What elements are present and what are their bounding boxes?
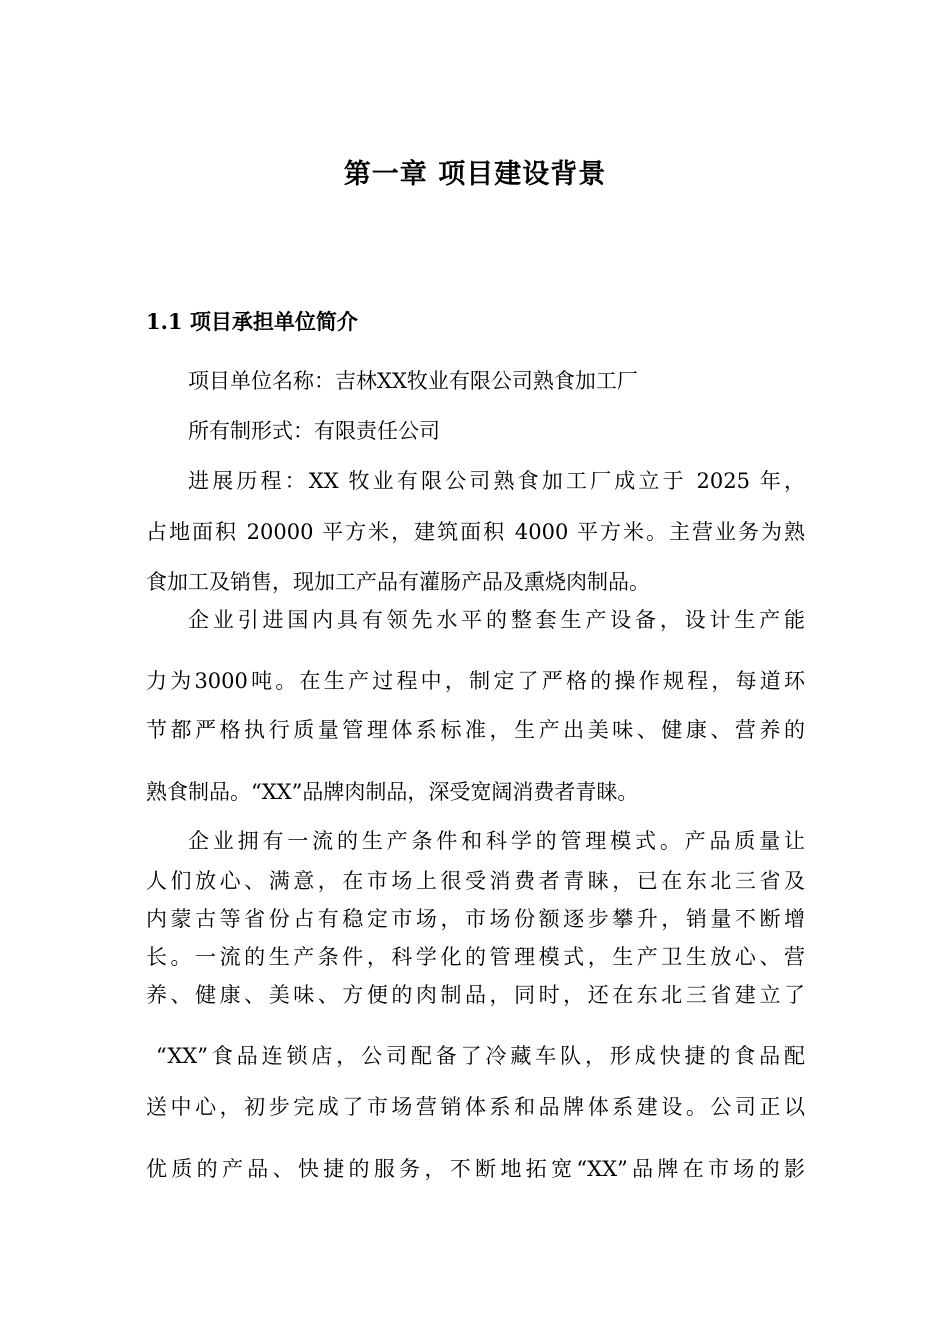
paragraph-line: 人们放心、满意，在市场上很受消费者青睐，已在东北三省及 xyxy=(146,869,805,893)
paragraph-line: 熟食制品。“XX”品牌肉制品，深受宽阔消费者青睐。 xyxy=(146,780,639,804)
paragraph-line: 占地面积 20000 平方米，建筑面积 4000 平方米。主营业务为熟 xyxy=(146,520,805,544)
paragraph-line: 力为3000吨。在生产过程中，制定了严格的操作规程，每道环 xyxy=(146,669,805,693)
paragraph-line: 进展历程：XX 牧业有限公司熟食加工厂成立于 2025 年， xyxy=(188,469,805,493)
paragraph-line: 养、健康、美味、方便的肉制品，同时，还在东北三省建立了 xyxy=(146,983,805,1007)
paragraph-line: 优质的产品、快捷的服务，不断地拓宽“XX”品牌在市场的影 xyxy=(146,1157,805,1181)
paragraph-line: 长。一流的生产条件，科学化的管理模式，生产卫生放心、营 xyxy=(146,945,805,969)
section-heading: 1.1 项目承担单位简介 xyxy=(146,309,358,334)
paragraph-line: 内蒙古等省份占有稳定市场，市场份额逐步攀升，销量不断增 xyxy=(146,907,805,931)
chapter-title: 第一章 项目建设背景 xyxy=(343,159,607,190)
paragraph-line: “XX”食品连锁店，公司配备了冷藏车队，形成快捷的食品配 xyxy=(156,1044,805,1068)
paragraph-line: 企业引进国内具有领先水平的整套生产设备，设计生产能 xyxy=(188,608,805,632)
paragraph-line: 食加工及销售，现加工产品有灌肠产品及熏烧肉制品。 xyxy=(146,570,650,594)
paragraph-line-unit-name: 项目单位名称：吉林XX牧业有限公司熟食加工厂 xyxy=(188,369,638,393)
paragraph-line: 企业拥有一流的生产条件和科学的管理模式。产品质量让 xyxy=(188,829,805,853)
paragraph-line: 节都严格执行质量管理体系标准，生产出美味、健康、营养的 xyxy=(146,718,805,742)
paragraph-line-ownership: 所有制形式：有限责任公司 xyxy=(188,419,440,443)
paragraph-line: 送中心，初步完成了市场营销体系和品牌体系建设。公司正以 xyxy=(146,1095,805,1119)
